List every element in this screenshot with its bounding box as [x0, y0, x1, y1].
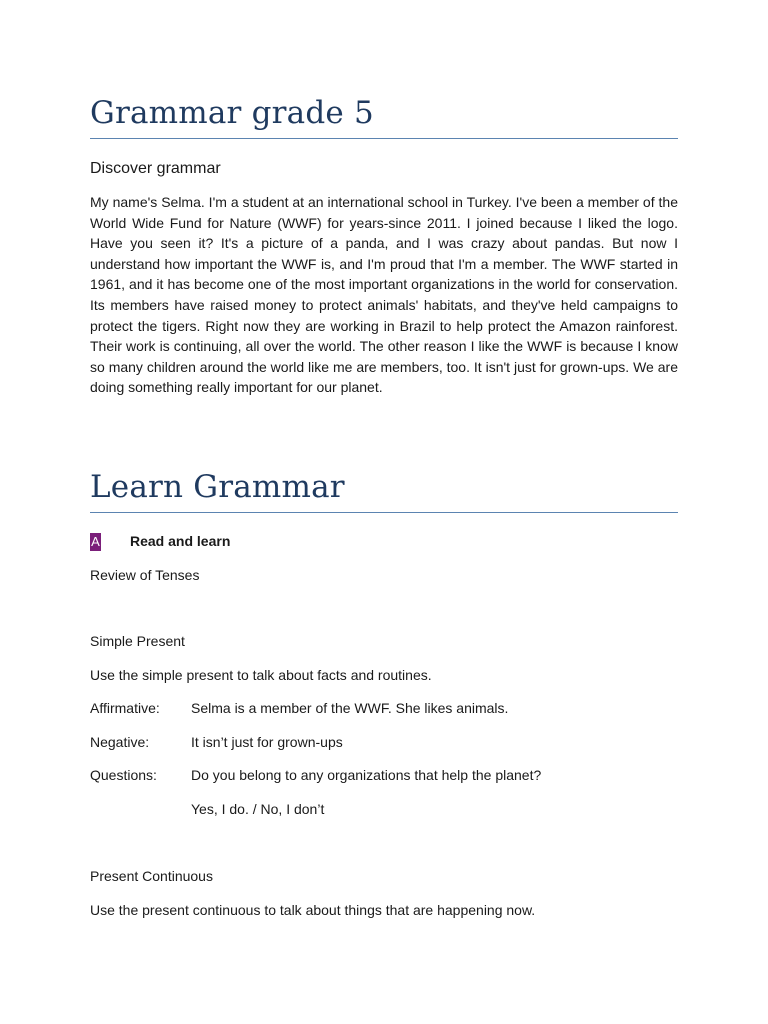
exercise-title: Read and learn	[130, 533, 231, 549]
example-answer: Yes, I do. / No, I don’t	[191, 801, 325, 817]
section-rule	[90, 512, 678, 513]
simple-present-heading: Simple Present	[90, 633, 185, 649]
example-label-affirmative: Affirmative:	[90, 700, 160, 716]
example-text-affirmative: Selma is a member of the WWF. She likes animals.	[191, 700, 509, 716]
example-label-negative: Negative:	[90, 734, 150, 750]
section-title: Learn Grammar	[90, 469, 345, 505]
review-heading: Review of Tenses	[90, 567, 200, 583]
exercise-badge: A	[91, 534, 100, 549]
section-subtitle: Discover grammar	[90, 160, 221, 177]
page-title: Grammar grade 5	[90, 95, 374, 131]
body-paragraph: My name's Selma. I'm a student at an international school in Turkey. I've been a member of the World Wide Fund for Nature (WWF) for years-since 2011. I joined because I liked the logo. Have you seen it? It's a picture of a panda, and I was crazy about pandas. But now I understand how important the WWF is, and I'm proud that I'm a member. The WWF started in 1961, and it has become one of the most important organizations in the world for conservation. Its members have raised money to protect animals' habitats, and they've held campaigns to protect the tigers. Right now they are working in Brazil to help protect the Amazon rainforest. Their work is continuing, all over the world. The other reason I like the WWF is because I know so many children around the world like me are members, too. It isn't just for grown-ups. We are doing something really important for our planet.	[90, 194, 678, 396]
example-text-questions: Do you belong to any organizations that help the planet?	[191, 767, 542, 783]
example-label-questions: Questions:	[90, 767, 157, 783]
title-rule	[90, 138, 678, 139]
present-continuous-intro: Use the present continuous to talk about things that are happening now.	[90, 902, 536, 918]
simple-present-intro: Use the simple present to talk about facts and routines.	[90, 667, 432, 683]
present-continuous-heading: Present Continuous	[90, 868, 213, 884]
example-text-negative: It isn’t just for grown-ups	[191, 734, 343, 750]
